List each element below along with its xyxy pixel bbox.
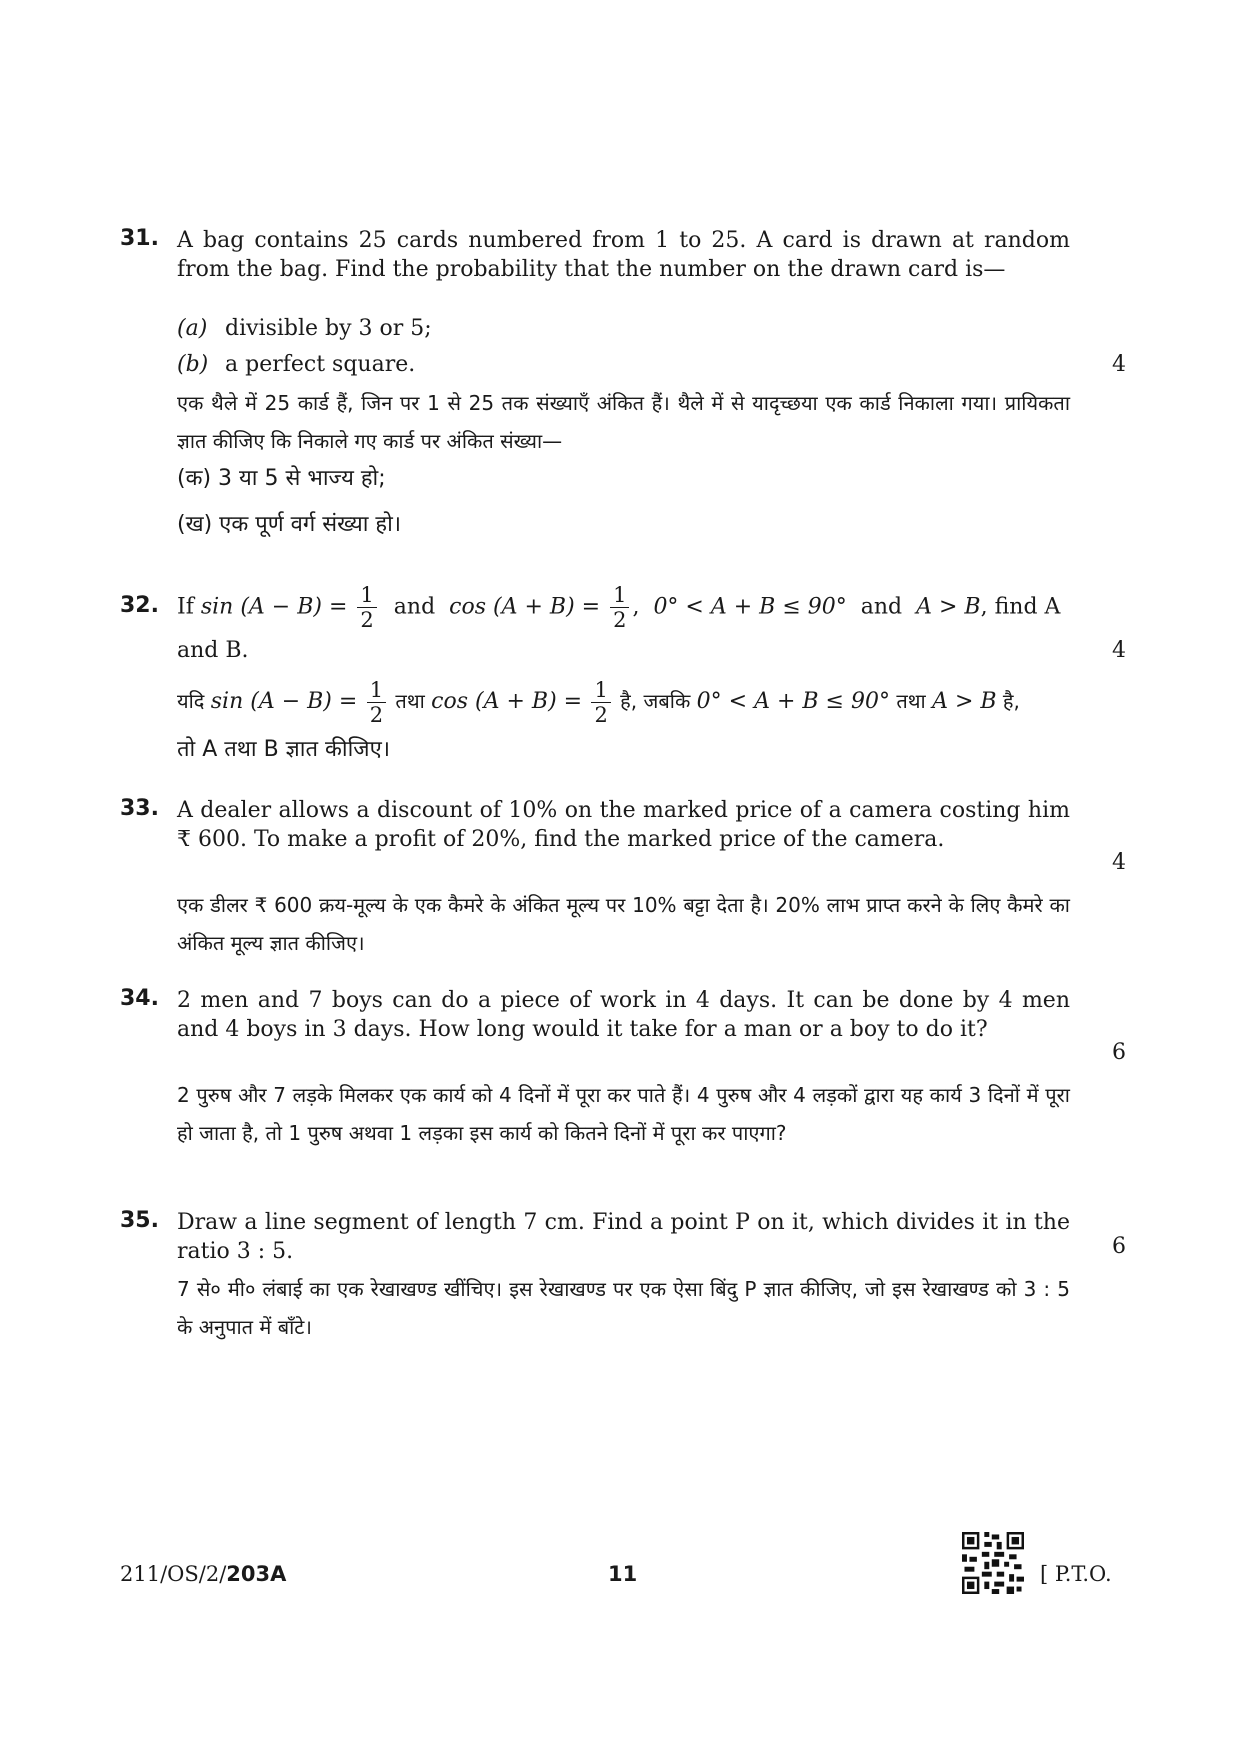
fraction-numerator: 1 xyxy=(610,583,629,608)
fraction-half xyxy=(610,583,629,632)
hindi-tatha: तथा xyxy=(395,689,425,713)
question-text-hindi: 7 से० मी० लंबाई का एक रेखाखण्ड खींचिए। इस रेखाखण्ड पर एक ऐसा बिंदु P ज्ञात कीजिए, जो इस रेखाखण्ड को 3 : 5 के अनुपात में बाँटे। xyxy=(177,1277,1070,1339)
fraction-half xyxy=(357,583,376,632)
option-a xyxy=(177,316,432,341)
fraction-denominator: 2 xyxy=(369,703,384,727)
word-and: and xyxy=(393,594,436,620)
hindi-tatha: तथा xyxy=(896,689,926,713)
question-text-hindi: एक थैले में 25 कार्ड हैं, जिन पर 1 से 25 तक संख्याएँ अंकित हैं। थैले में से यादृच्छया एक कार्ड निकाला गया। प्रायिकता ज्ञात कीजिए कि निकाले गए कार्ड पर अंकित संख्या— xyxy=(177,391,1070,453)
fraction-numerator: 1 xyxy=(367,678,386,703)
fraction-denominator: 2 xyxy=(594,703,608,727)
option-b xyxy=(177,352,415,377)
question-text: Draw a line segment of length 7 cm. Find a point P on it, which divides it in the ratio 3 : 5. xyxy=(177,1210,1070,1264)
fraction-half xyxy=(591,678,610,727)
marks: 4 xyxy=(1112,850,1126,875)
question-text: A bag contains 25 cards numbered from 1 to 25. A card is drawn at random from the bag. Find the probability that the number on the drawn card is— xyxy=(177,228,1070,282)
paper-code-prefix: 211/OS/2/ xyxy=(120,1562,227,1586)
hindi-hai: है, xyxy=(1002,689,1020,713)
question-line-2: and B. xyxy=(177,638,249,663)
angle-range: 0° < A + B ≤ 90° xyxy=(696,689,890,714)
sin-expression: sin (A − B) = xyxy=(200,594,348,620)
question-text: 2 men and 7 boys can do a piece of work in 4 days. It can be done by 4 men and 4 boys in 3 days. How long would it take for a man or a boy to do it? xyxy=(177,988,1070,1042)
question-text: A dealer allows a discount of 10% on the marked price of a camera costing him ₹ 600. To make a profit of 20%, find the marked price of the camera. xyxy=(177,798,1070,852)
angle-range: 0° < A + B ≤ 90° xyxy=(653,594,847,620)
question-number: 35. xyxy=(120,1208,159,1233)
marks: 4 xyxy=(1112,352,1126,377)
question-text-hindi: एक डीलर ₹ 600 क्रय-मूल्य के एक कैमरे के अंकित मूल्य पर 10% बट्टा देता है। 20% लाभ प्राप्त करने के लिए कैमरे का अंकित मूल्य ज्ञात कीजिए। xyxy=(177,893,1070,955)
hindi-hai-jabki: है, जबकि xyxy=(620,689,691,713)
pto-text: [ P.T.O. xyxy=(1040,1562,1112,1586)
question-text-hindi: 2 पुरुष और 7 लड़के मिलकर एक कार्य को 4 दिनों में पूरा कर पाते हैं। 4 पुरुष और 4 लड़कों द्वारा यह कार्य 3 दिनों में पूरा हो जाता है, तो 1 पुरुष अथवा 1 लड़का इस कार्य को कितने दिनों में पूरा कर पाएगा? xyxy=(177,1083,1070,1145)
fraction-half xyxy=(367,678,386,727)
condition: A > B xyxy=(932,689,997,714)
fraction-denominator: 2 xyxy=(360,608,374,632)
cos-expression: cos (A + B) = xyxy=(431,689,583,714)
question-number: 32. xyxy=(120,593,159,618)
marks: 6 xyxy=(1112,1040,1126,1065)
cos-expression: cos (A + B) = xyxy=(449,594,601,620)
question-number: 31. xyxy=(120,226,159,251)
question-line-1: If sin (A − B) = $\frac{1}{2}$ and cos (A + B) = $\frac{1}{2}$ , 0° < A + B ≤ 90° and A > B, find A xyxy=(177,583,1061,632)
page-number: 11 xyxy=(608,1562,638,1586)
fraction-numerator: 1 xyxy=(357,583,376,608)
hindi-line-1 xyxy=(177,678,1020,727)
qr-code-icon xyxy=(962,1532,1024,1594)
option-label: (b) xyxy=(177,352,209,377)
word-and: and xyxy=(860,594,903,620)
marks: 6 xyxy=(1112,1234,1126,1259)
hindi-if: यदि xyxy=(177,689,205,713)
fraction-denominator: 2 xyxy=(613,608,627,632)
question-number: 33. xyxy=(120,796,159,821)
paper-code xyxy=(120,1562,286,1586)
marks: 4 xyxy=(1112,638,1126,663)
option-label: (a) xyxy=(177,316,208,341)
option-text: divisible by 3 or 5; xyxy=(225,316,432,341)
sin-expression: sin (A − B) = xyxy=(210,689,358,714)
hindi-line-2: तो A तथा B ज्ञात कीजिए। xyxy=(177,737,391,762)
condition: A > B xyxy=(916,594,981,620)
question-number: 34. xyxy=(120,986,159,1011)
option-a-hindi: (क) 3 या 5 से भाज्य हो; xyxy=(177,466,386,491)
option-b-hindi: (ख) एक पूर्ण वर्ग संख्या हो। xyxy=(177,512,402,537)
option-text: a perfect square. xyxy=(225,352,416,377)
fraction-numerator: 1 xyxy=(591,678,610,703)
word-if: If xyxy=(177,594,194,620)
find-text: , find A xyxy=(980,594,1061,620)
paper-code-bold: 203A xyxy=(226,1562,287,1586)
